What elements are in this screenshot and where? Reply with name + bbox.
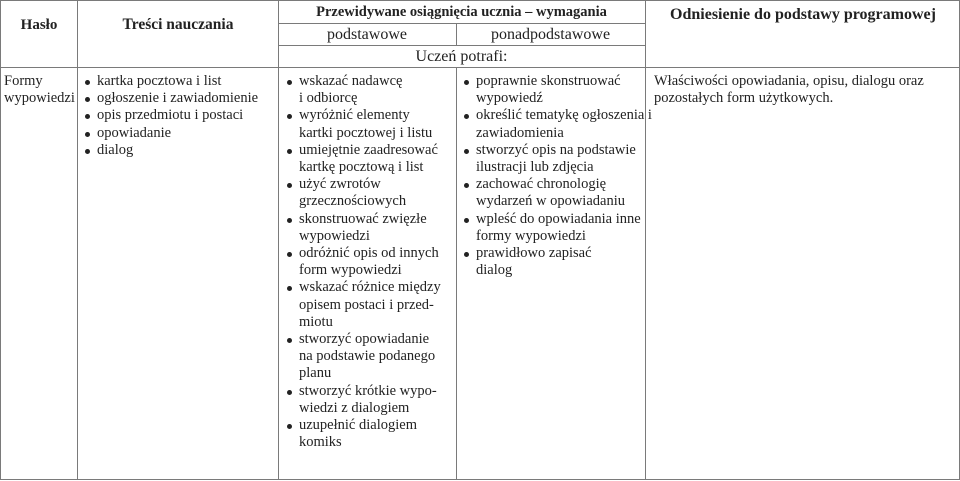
- cell-haslo: [4, 73, 75, 107]
- item-line: uzupełnić dialogiem: [299, 417, 417, 434]
- header-tresci-nauczania: Treści nauczania: [122, 16, 234, 33]
- item-line: i odbiorcę: [299, 90, 358, 107]
- item-line: opisem postaci i przed-: [299, 296, 434, 313]
- item-line: wpleść do opowiadania inne: [476, 210, 641, 227]
- list-item: [286, 331, 441, 383]
- list-item: [286, 211, 441, 245]
- header-przewidywane-osiagniecia: Przewidywane osiągnięcia ucznia – wymagania: [316, 4, 607, 20]
- list-item: [84, 73, 258, 90]
- header-odniesienie: Odniesienie do podstawy programowej: [670, 6, 936, 23]
- item-line: skonstruować zwięzłe: [299, 210, 427, 227]
- item-line: ogłoszenie i zawiadomienie: [97, 90, 259, 107]
- item-line: wskazać nadawcę: [299, 73, 403, 89]
- item-line: wskazać różnice między: [299, 279, 441, 296]
- item-line: wypowiedzi: [299, 227, 370, 244]
- item-line: stworzyć opowiadanie: [299, 331, 430, 348]
- list-item: [286, 176, 441, 210]
- list-item: [84, 125, 258, 142]
- list-item: [84, 107, 258, 124]
- header-podstawowe: podstawowe: [327, 26, 407, 43]
- item-line: opowiadanie: [97, 124, 172, 141]
- list-item: [84, 90, 258, 107]
- list-item: [463, 176, 652, 210]
- odniesienie-line: pozostałych form użytkowych.: [654, 90, 834, 107]
- item-line: prawidłowo zapisać: [476, 245, 592, 262]
- list-item: [286, 73, 441, 107]
- list-item: [286, 279, 441, 331]
- list-item: [463, 211, 652, 245]
- list-item: [463, 142, 652, 176]
- header-uczen-potrafi: Uczeń potrafi:: [415, 48, 508, 65]
- list-item: [286, 417, 441, 451]
- list-item: [463, 107, 652, 141]
- list-item: [286, 107, 441, 141]
- item-line: ilustracji lub zdjęcia: [476, 159, 594, 176]
- list-item: [286, 245, 441, 279]
- item-line: na podstawie podanego: [299, 348, 436, 365]
- item-line: grzecznościowych: [299, 193, 407, 210]
- item-line: określić tematykę ogłoszenia i: [476, 107, 652, 124]
- item-line: dialog: [97, 141, 134, 158]
- list-item: [463, 73, 652, 107]
- item-line: planu: [299, 365, 332, 382]
- item-line: wiedzi z dialogiem: [299, 399, 410, 416]
- item-line: użyć zwrotów: [299, 176, 381, 193]
- list-item: [286, 383, 441, 417]
- header-haslo: Hasło: [20, 17, 58, 33]
- list-wymagania-podstawowe: [286, 73, 441, 451]
- haslo-line: wypowiedzi: [4, 90, 75, 107]
- item-line: formy wypowiedzi: [476, 227, 586, 244]
- list-item: [84, 142, 258, 159]
- list-wymagania-ponadpodstawowe: [463, 73, 652, 279]
- item-line: kartki pocztowej i listu: [299, 124, 433, 141]
- item-line: wypowiedź: [476, 90, 543, 107]
- odniesienie-line: Właściwości opowiadania, opisu, dialogu oraz: [654, 73, 924, 89]
- item-line: umiejętnie zaadresować: [299, 141, 438, 158]
- list-item: [463, 245, 652, 279]
- item-line: komiks: [299, 434, 342, 451]
- item-line: kartka pocztowa i list: [97, 73, 222, 89]
- item-line: wyróżnić elementy: [299, 107, 410, 124]
- item-line: miotu: [299, 313, 333, 330]
- item-line: stworzyć opis na podstawie: [476, 141, 636, 158]
- item-line: odróżnić opis od innych: [299, 245, 439, 262]
- item-line: form wypowiedzi: [299, 262, 402, 279]
- item-line: zawiadomienia: [476, 124, 564, 141]
- list-tresci-nauczania: [84, 73, 258, 159]
- cell-odniesienie: [654, 73, 924, 107]
- item-line: opis przedmiotu i postaci: [97, 107, 244, 124]
- list-item: [286, 142, 441, 176]
- haslo-line: Formy: [4, 73, 43, 89]
- item-line: dialog: [476, 262, 513, 279]
- item-line: zachować chronologię: [476, 176, 607, 193]
- item-line: kartkę pocztową i list: [299, 159, 424, 176]
- item-line: poprawnie skonstruować: [476, 73, 621, 89]
- item-line: wydarzeń w opowiadaniu: [476, 193, 625, 210]
- item-line: stworzyć krótkie wypo-: [299, 382, 437, 399]
- header-ponadpodstawowe: ponadpodstawowe: [490, 26, 611, 43]
